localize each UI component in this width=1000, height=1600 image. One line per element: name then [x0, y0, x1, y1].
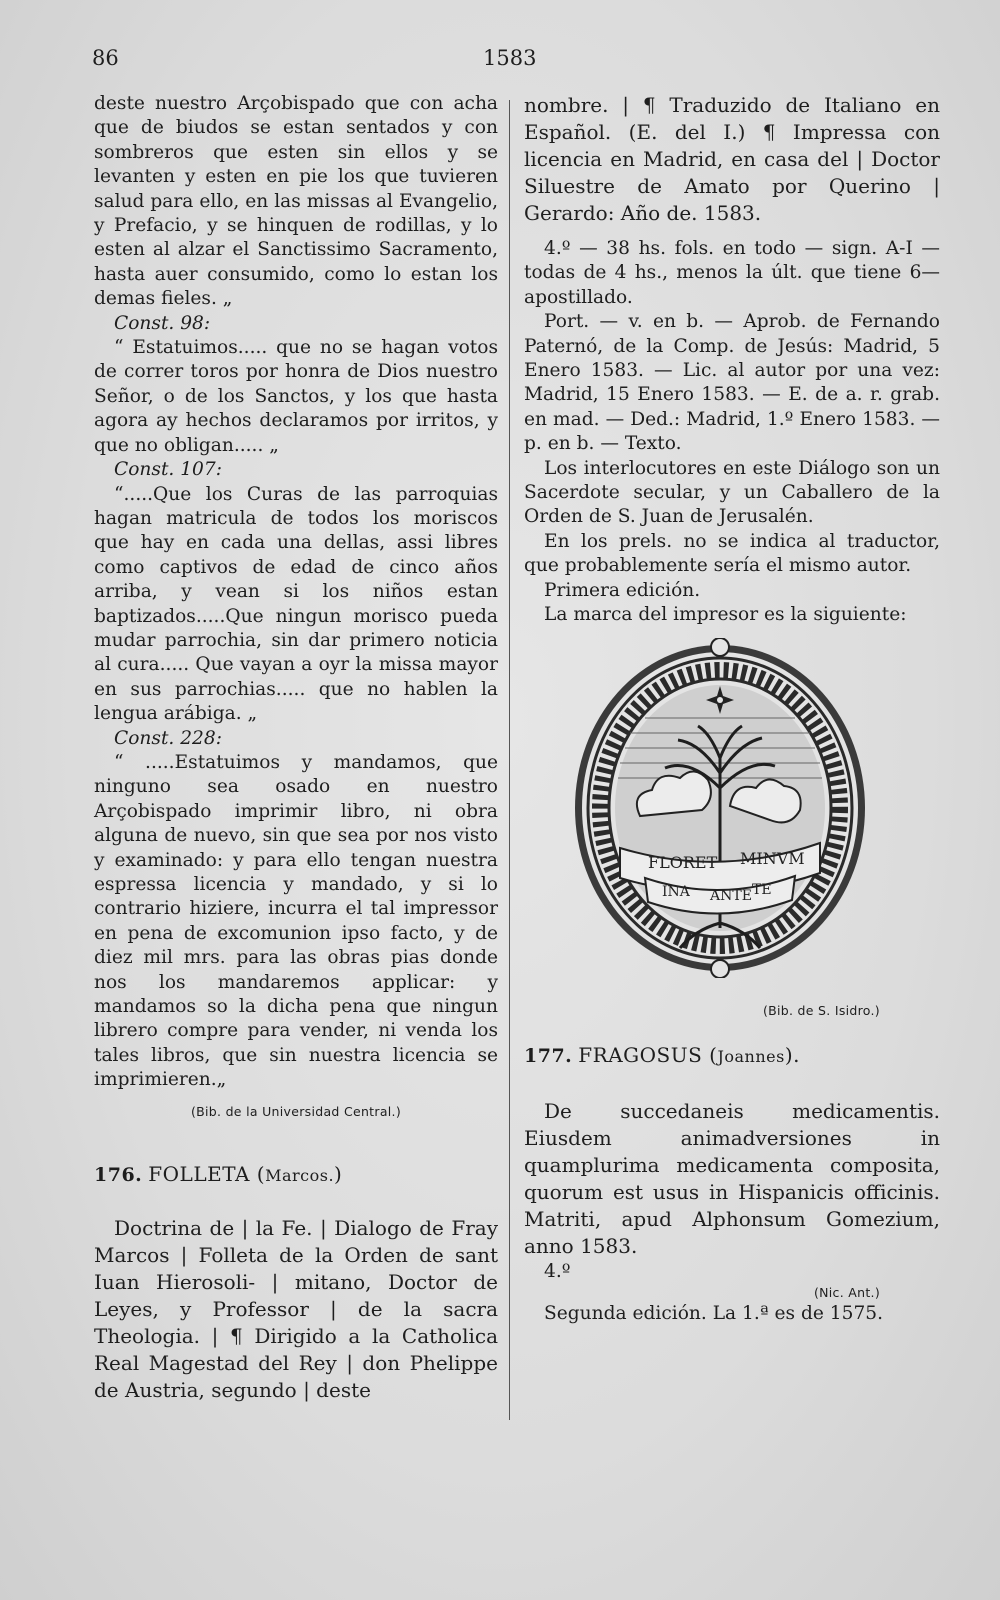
motto-word: FLORET: [648, 852, 718, 872]
paragraph: Port. — v. en b. — Aprob. de Fernando Paternó, de la Comp. de Jesús: Madrid, 5 Enero 1583. — Lic. al autor por una vez: Madrid, 15 Enero 1583. — E. de a. r. grab. en mad. — Ded.: Madrid, 1.º Enero 1583. — p. en b. — Texto.: [524, 311, 940, 455]
motto-word: INA: [662, 883, 690, 900]
constitution-heading: Const. 98:: [114, 312, 211, 334]
source-note: (Bib. de S. Isidro.): [762, 1002, 880, 1018]
entry-author-name: Joannes: [717, 1046, 785, 1066]
paragraph: nombre. | ¶ Traduzido de Italiano en Español. (E. del I.) ¶ Impressa con licencia en Madrid, en casa del | Doctor Siluestre de Amato por Querino | Gerardo: Año de. 1583.: [524, 93, 940, 225]
source-note: (Nic. Ant.): [813, 1284, 880, 1300]
paragraph: “ Estatuimos..... que no se hagan votos de correr toros por honra de Dios nuestro Señor, o de los Sanctos, y los que hasta agora ay hechos declaramos por irritos, y que no obligan..... „: [94, 337, 498, 456]
printer-mark: [524, 632, 940, 1002]
entry-text: De succedaneis medicamentis. Eiusdem animadversiones in quamplurima medicamenta composita, quorum est usus in Hispanicis officinis. Matriti, apud Alphonsum Gomezium, anno 1583.: [524, 1098, 940, 1258]
motto-word: MINVM: [740, 848, 805, 868]
column-divider: [509, 100, 510, 1420]
entry-heading: [524, 1042, 940, 1070]
right-column: [524, 92, 940, 1326]
entry-author-close: ): [334, 1161, 343, 1186]
printer-mark-emblem-icon: [570, 638, 870, 978]
motto-word: TE: [752, 881, 772, 898]
paragraph: Primera edición.: [544, 579, 701, 601]
paragraph: deste nuestro Arçobispado que con acha que de biudos se estan sentados y con sombreros que esten sin ellos y se levanten y esten en pie los que tuvieren salud para ello, en las missas al Evangelio, y Prefacio, y se hinquen de rodillas, y lo esten al alzar el Sanctissimo Sacramento, hasta auer consumido, como lo estan los demas fieles. „: [94, 93, 498, 310]
motto-word: ANTE: [710, 887, 752, 904]
entry-number: 177.: [524, 1044, 573, 1067]
constitution-heading: Const. 228:: [114, 727, 222, 749]
entry-author-close: ).: [784, 1042, 800, 1067]
entry-author: FRAGOSUS (: [578, 1042, 718, 1067]
paragraph: “.....Que los Curas de las parroquias hagan matricula de todos los moriscos que hay en cada una dellas, assi libres como captivos de edad de cinco años arriba, y vean si los niños estan baptizados.....Que ningun morisco pueda mudar parrochia, sin dar primero noticia al cura..... Que vayan a oyr la missa mayor en sus parrochias..... que no hablen la lengua arábiga. „: [94, 483, 498, 725]
paragraph: Los interlocutores en este Diálogo son un Sacerdote secular, y un Caballero de la Orden de S. Juan de Jerusalén.: [524, 457, 940, 528]
entry-format: 4.º: [544, 1260, 571, 1282]
entry-note: Segunda edición. La 1.ª es de 1575.: [544, 1302, 884, 1324]
page-header: [0, 46, 1000, 78]
entry-author-name: Marcos.: [265, 1165, 335, 1185]
running-head-year: 1583: [483, 46, 537, 70]
entry-text: Doctrina de | la Fe. | Dialogo de Fray Marcos | Folleta de la Orden de sant Iuan Hierosoli- | mitano, Doctor de Leyes, y Professor | de la sacra Theologia. | ¶ Dirigido a la Catholica Real Magestad del Rey | don Phelippe de Austria, segundo | deste: [94, 1215, 498, 1402]
entry-number: 176.: [94, 1163, 143, 1186]
page-number: 86: [92, 46, 119, 70]
paragraph: En los prels. no se indica al traductor, que probablemente sería el mismo autor.: [524, 530, 940, 577]
left-column: [94, 92, 498, 1404]
entry-author: FOLLETA (: [148, 1161, 266, 1186]
paragraph: 4.º — 38 hs. fols. en todo — sign. A-I — todas de 4 hs., menos la últ. que tiene 6— apostillado.: [524, 238, 940, 308]
constitution-heading: Const. 107:: [114, 459, 222, 481]
source-note: (Bib. de la Universidad Central.): [190, 1103, 402, 1119]
paragraph: La marca del impresor es la siguiente:: [544, 604, 907, 626]
paragraph: “ .....Estatuimos y mandamos, que ninguno sea osado en nuestro Arçobispado imprimir libro, ni obra alguna de nuevo, sin que sea por nos visto y examinado: y para ello tengan nuestra espressa licencia y mandado, y si lo contrario hiziere, incurra el tal impressor en pena de excomunion ipso facto, y de diez mil mrs. para las obras pias donde nos los mandaremos applicar: y mandamos so la dicha pena que ningun librero compre para vender, ni venda los tales libros, que sin nuestra licencia se imprimieren.„: [94, 751, 498, 1091]
entry-heading: [94, 1161, 498, 1189]
